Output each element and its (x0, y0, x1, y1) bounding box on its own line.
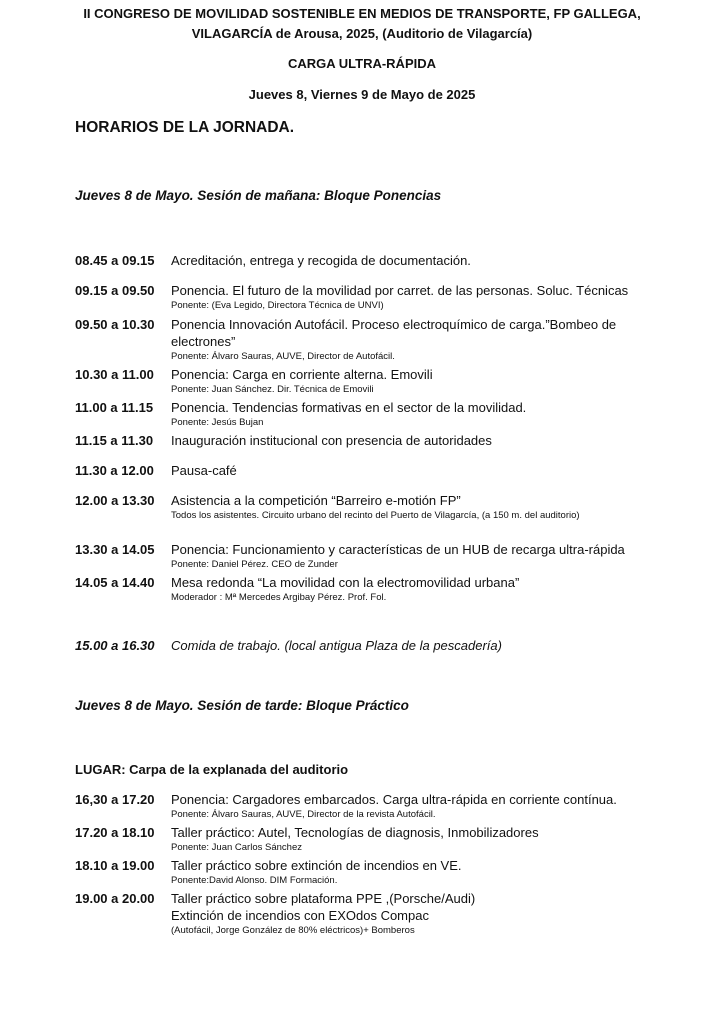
schedule-row (0, 316, 724, 363)
row-description: Ponencia. Tendencias formativas en el sector de la movilidad. (171, 400, 527, 415)
row-time: 16,30 a 17.20 (75, 792, 155, 807)
row-time: 17.20 a 18.10 (75, 825, 155, 840)
row-time: 09.50 a 10.30 (75, 317, 155, 332)
row-speaker: Ponente: Álvaro Sauras, AUVE, Director de Autofácil. (171, 351, 395, 362)
schedule-row (0, 462, 724, 479)
row-speaker: Moderador : Mª Mercedes Argibay Pérez. Prof. Fol. (171, 592, 387, 603)
schedule-row (0, 857, 724, 887)
row-time: 19.00 a 20.00 (75, 891, 155, 906)
row-time: 08.45 a 09.15 (75, 253, 155, 268)
morning-session-heading: Jueves 8 de Mayo. Sesión de mañana: Bloque Ponencias (75, 188, 442, 203)
row-description: Acreditación, entrega y recogida de documentación. (171, 253, 471, 268)
row-description-secondary: Extinción de incendios con EXOdos Compac (171, 908, 429, 923)
schedule-row (0, 890, 724, 937)
row-speaker: Ponente: Daniel Pérez. CEO de Zunder (171, 559, 338, 570)
row-description: Ponencia Innovación Autofácil. Proceso electroquímico de carga.”Bombeo de electrones” (171, 317, 617, 349)
row-description: Taller práctico sobre extinción de incendios en VE. (171, 858, 462, 873)
header-dates: Jueves 8, Viernes 9 de Mayo de 2025 (248, 87, 476, 102)
page-title: HORARIOS DE LA JORNADA. (75, 119, 295, 136)
row-speaker: Ponente: (Eva Legido, Directora Técnica de UNVI) (171, 300, 384, 311)
row-description: Taller práctico: Autel, Tecnologías de diagnosis, Inmobilizadores (171, 825, 539, 840)
row-description: Pausa-café (171, 463, 237, 478)
header-venue: VILAGARCÍA de Arousa, 2025, (Auditorio de Vilagarcía) (191, 26, 533, 41)
schedule-row (0, 492, 724, 522)
row-time: 11.00 a 11.15 (75, 400, 154, 415)
row-speaker: (Autofácil, Jorge González de 80% eléctricos)+ Bomberos (171, 925, 415, 936)
schedule-row (0, 541, 724, 571)
row-time: 12.00 a 13.30 (75, 493, 155, 508)
row-description: Mesa redonda “La movilidad con la electromovilidad urbana” (171, 575, 520, 590)
row-time: 09.15 a 09.50 (75, 283, 155, 298)
row-speaker: Ponente: Álvaro Sauras, AUVE, Director de la revista Autofácil. (171, 809, 436, 820)
row-description: Comida de trabajo. (local antigua Plaza de la pescadería) (171, 638, 502, 653)
row-time: 14.05 a 14.40 (75, 575, 155, 590)
row-description: Taller práctico sobre plataforma PPE ,(Porsche/Audi) (171, 891, 476, 906)
row-speaker: Ponente: Juan Sánchez. Dir. Técnica de Emovili (171, 384, 374, 395)
row-speaker: Ponente:David Alonso. DIM Formación. (171, 875, 338, 886)
afternoon-location: LUGAR: Carpa de la explanada del auditorio (75, 762, 349, 777)
row-description: Ponencia. El futuro de la movilidad por carret. de las personas. Soluc. Técnicas (171, 283, 629, 298)
row-time: 11.15 a 11.30 (75, 433, 154, 448)
row-time: 11.30 a 12.00 (75, 463, 154, 478)
schedule-row (0, 791, 724, 821)
schedule-row (0, 282, 724, 312)
header-congress-title: II CONGRESO DE MOVILIDAD SOSTENIBLE EN MEDIOS DE TRANSPORTE, FP GALLEGA, (83, 6, 641, 21)
schedule-row (0, 432, 724, 449)
row-time: 15.00 a 16.30 (75, 638, 155, 653)
schedule-row (0, 574, 724, 604)
row-time: 10.30 a 11.00 (75, 367, 154, 382)
lunch-row (0, 637, 724, 654)
row-speaker: Ponente: Juan Carlos Sánchez (171, 842, 302, 853)
row-time: 13.30 a 14.05 (75, 542, 155, 557)
row-description: Ponencia: Cargadores embarcados. Carga ultra-rápida en corriente contínua. (171, 792, 617, 807)
row-description: Inauguración institucional con presencia de autoridades (171, 433, 492, 448)
row-description: Ponencia: Carga en corriente alterna. Emovili (171, 367, 433, 382)
schedule-row (0, 399, 724, 429)
afternoon-session-heading: Jueves 8 de Mayo. Sesión de tarde: Bloque Práctico (75, 698, 409, 713)
header-topic: CARGA ULTRA-RÁPIDA (287, 56, 437, 71)
schedule-row (0, 252, 724, 269)
row-time: 18.10 a 19.00 (75, 858, 155, 873)
row-description: Ponencia: Funcionamiento y características de un HUB de recarga ultra-rápida (171, 542, 625, 557)
schedule-row (0, 366, 724, 396)
row-speaker: Todos los asistentes. Circuito urbano del recinto del Puerto de Vilagarcía, (a 150 m. del auditorio) (171, 510, 580, 521)
row-speaker: Ponente: Jesús Bujan (171, 417, 264, 428)
row-description: Asistencia a la competición “Barreiro e-motión FP” (171, 493, 461, 508)
schedule-row (0, 824, 724, 854)
